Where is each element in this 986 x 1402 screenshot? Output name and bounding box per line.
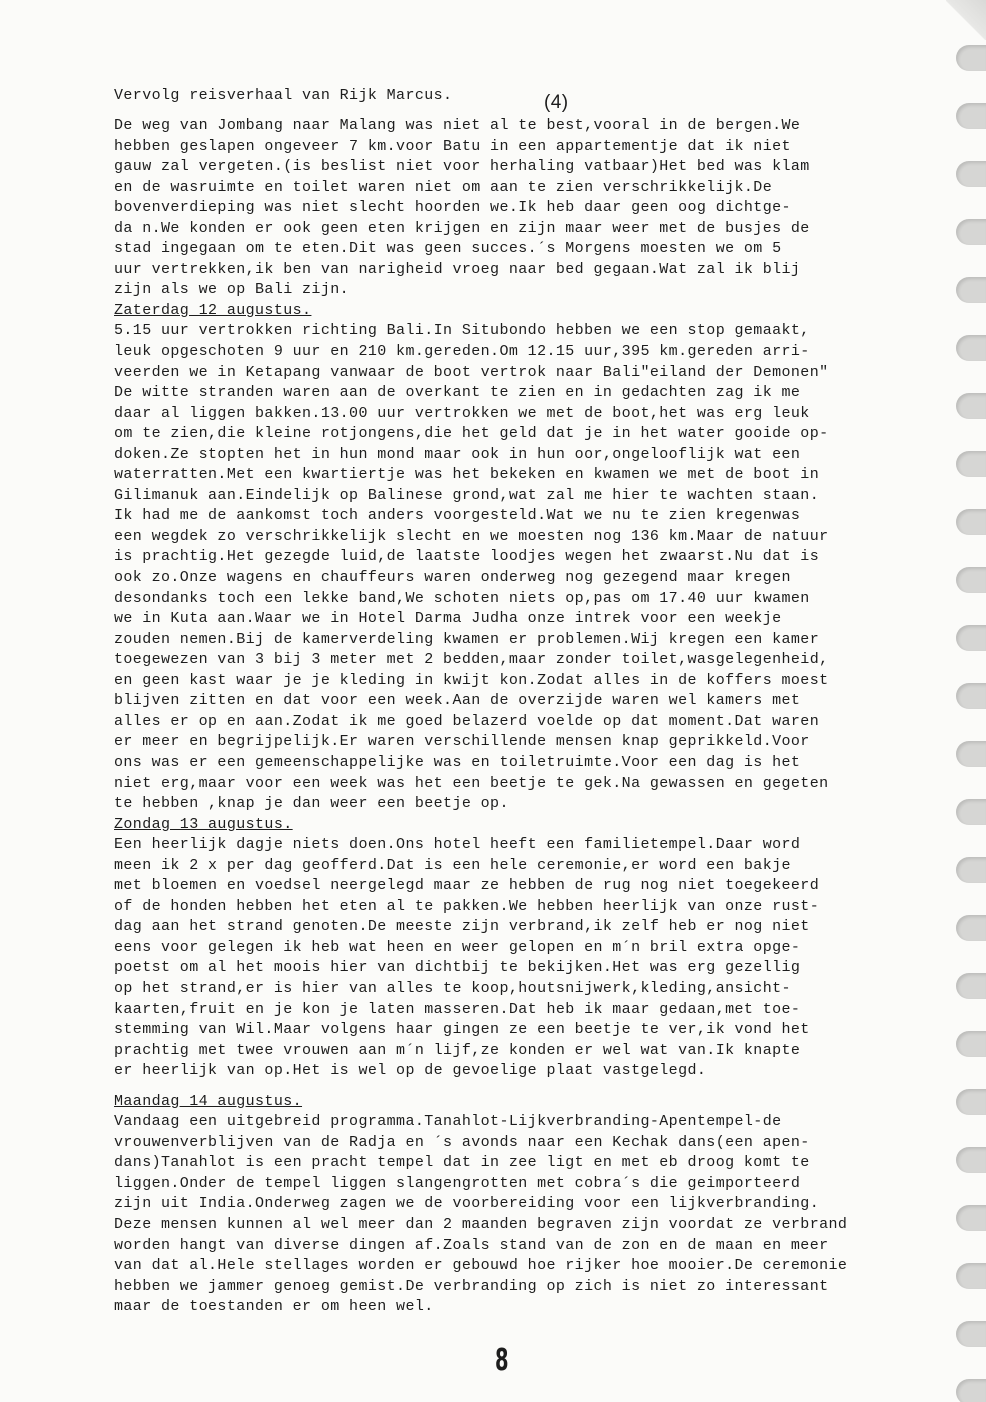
text-line: er meer en begrijpelijk.Er waren verschillende mensen knap geprikkeld.Voor: [114, 733, 810, 751]
text-line: en geen kast waar je je kleding in kwijt kon.Zodat alles in de koffers moest: [114, 671, 829, 689]
text-line: daar al liggen bakken.13.00 uur vertrokken we met de boot,het was erg leuk: [114, 404, 810, 422]
binding-hole: [956, 1089, 986, 1115]
text-line: dag aan het strand genoten.De meeste zijn verbrand,ik zelf heb er nog niet: [114, 918, 810, 936]
text-line: zijn uit India.Onderweg zagen we de voorbereiding voor een lijkverbranding.: [114, 1195, 820, 1213]
text-line: leuk opgeschoten 9 uur en 210 km.gereden.Om 12.15 uur,395 km.gereden arri-: [114, 343, 810, 361]
document-body: [114, 86, 958, 1318]
binding-hole: [956, 567, 986, 593]
text-line: en de wasruimte en toilet waren niet om aan te zien verschrikkelijk.De: [114, 178, 773, 196]
text-line: hebben geslapen ongeveer 7 km.voor Batu in een appartementje dat ik niet: [114, 137, 791, 155]
text-line: alles er op en aan.Zodat ik me goed belazerd voelde op dat moment.Dat waren: [114, 712, 820, 730]
text-line: prachtig met twee vrouwen aan m´n lijf,ze konden er wel wat van.Ik knapte: [114, 1041, 801, 1059]
binding-hole: [956, 161, 986, 187]
binding-hole: [956, 219, 986, 245]
text-line: meen ik 2 x per dag geofferd.Dat is een hele ceremonie,er word een bakje: [114, 856, 791, 874]
text-line: hebben we jammer genoeg gemist.De verbranding op zich is niet zo interessant: [114, 1277, 829, 1295]
text-line: niet erg,maar voor een week was het een beetje te gek.Na gewassen en gegeten: [114, 774, 829, 792]
binding-hole: [956, 741, 986, 767]
text-line: er heerlijk van op.Het is wel op de gevoelige plaat vastgelegd.: [114, 1062, 707, 1080]
text-line: Vandaag een uitgebreid programma.Tanahlot-Lijkverbranding-Apentempel-de: [114, 1113, 782, 1131]
binding-hole: [956, 799, 986, 825]
text-line: maar de toestanden er om heen wel.: [114, 1298, 434, 1316]
text-line: blijven zitten en dat voor een week.Aan de overzijde waren wel kamers met: [114, 692, 801, 710]
text-line: poetst om al het moois hier van dichtbij te bekijken.Het was erg gezellig: [114, 959, 801, 977]
text-line: Deze mensen kunnen al wel meer dan 2 maanden begraven zijn voordat ze verbrand: [114, 1215, 848, 1233]
title-row: [114, 86, 958, 116]
text-line: dans)Tanahlot is een pracht tempel dat in zee ligt en met eb droog komt te: [114, 1154, 810, 1172]
binding-hole: [956, 45, 986, 71]
binding-hole: [956, 277, 986, 303]
binding-hole: [956, 857, 986, 883]
binding-hole: [956, 509, 986, 535]
text-line: ook zo.Onze wagens en chauffeurs waren onderweg nog gezegend maar kregen: [114, 569, 791, 587]
binding-hole: [956, 1263, 986, 1289]
text-line: toegewezen van 3 bij 3 meter met 2 bedden,maar zonder toilet,wasgelegenheid,: [114, 651, 829, 669]
part-number: (4): [544, 92, 569, 113]
binding-hole: [956, 393, 986, 419]
binding-hole: [956, 335, 986, 361]
text-line: worden hangt van diverse dingen af.Zoals stand van de zon en de maan en meer: [114, 1236, 829, 1254]
binding-hole: [956, 1147, 986, 1173]
text-line: De weg van Jombang naar Malang was niet al te best,vooral in de bergen.We: [114, 117, 801, 134]
text-line: zouden nemen.Bij de kamerverdeling kwamen er problemen.Wij kregen een kamer: [114, 630, 820, 648]
text-line: van dat al.Hele stellages worden er gebouwd hoe rijker hoe mooier.De ceremonie: [114, 1257, 848, 1275]
text-line: doken.Ze stopten het in hun mond maar ook in hun oor,ongelooflijk wat een: [114, 445, 801, 463]
text-line: eens voor gelegen ik heb wat heen en weer gelopen en m´n bril extra opge-: [114, 938, 801, 956]
binding-hole: [956, 1379, 986, 1402]
binding-hole: [956, 1205, 986, 1231]
section: [114, 116, 958, 301]
text-line: Ik had me de aankomst toch anders voorgesteld.Wat we nu te zien kregenwas: [114, 507, 801, 525]
text-line: De witte stranden waren aan de overkant te zien en in gedachten zag ik me: [114, 384, 801, 402]
binding-hole: [956, 1321, 986, 1347]
section-heading: Maandag 14 augustus.: [114, 1092, 303, 1110]
binding-hole: [956, 683, 986, 709]
text-line: desondanks toch een lekke band,We schoten niets op,pas om 17.40 uur kwamen: [114, 589, 810, 607]
spacer: [114, 1082, 958, 1092]
text-line: gauw zal vergeten.(is beslist niet voor herhaling vatbaar)Het bed was klam: [114, 158, 810, 176]
text-line: zijn als we op Bali zijn.: [114, 281, 350, 299]
binding-hole: [956, 1031, 986, 1057]
section: [114, 815, 958, 1082]
text-line: vrouwenverblijven van de Radja en ´s avonds naar een Kechak dans(een apen-: [114, 1133, 810, 1151]
text-line: bovenverdieping was niet slecht hoorden we.Ik heb daar geen oog dichtge-: [114, 199, 791, 217]
text-line: stemming van Wil.Maar volgens haar gingen ze een beetje te ver,ik vond het: [114, 1021, 810, 1039]
text-line: op het strand,er is hier van alles te koop,houtsnijwerk,kleding,ansicht-: [114, 979, 791, 997]
binding-hole: [956, 625, 986, 651]
text-line: ons was er een gemeenschappelijke was en toiletruimte.Voor een dag is het: [114, 753, 801, 771]
text-line: liggen.Onder de tempel liggen slangengrotten met cobra´s die geimporteerd: [114, 1174, 801, 1192]
binding-hole: [956, 103, 986, 129]
page-number: 8: [495, 1343, 509, 1378]
text-line: om te zien,die kleine rotjongens,die het geld dat je in het water gooide op-: [114, 425, 829, 443]
section: [114, 1092, 958, 1318]
text-line: of de honden hebben het eten al te pakken.We hebben heerlijk van onze rust-: [114, 897, 820, 915]
binding-hole: [956, 451, 986, 477]
binding-hole: [956, 973, 986, 999]
text-line: Gilimanuk aan.Eindelijk op Balinese grond,wat zal me hier te wachten staan.: [114, 486, 820, 504]
text-line: 5.15 uur vertrokken richting Bali.In Situbondo hebben we een stop gemaakt,: [114, 322, 810, 340]
binding-hole: [956, 915, 986, 941]
text-line: uur vertrekken,ik ben van narigheid vroeg naar bed gegaan.Wat zal ik blij: [114, 260, 801, 278]
document-title: Vervolg reisverhaal van Rijk Marcus.: [114, 87, 453, 104]
text-line: stad ingegaan om te eten.Dit was geen succes.´s Morgens moesten we om 5: [114, 240, 782, 258]
section: [114, 301, 958, 815]
text-line: da n.We konden er ook geen eten krijgen en zijn maar weer met de busjes de: [114, 219, 810, 237]
text-line: met bloemen en voedsel neergelegd maar ze hebben de rug nog niet toegekeerd: [114, 877, 820, 895]
text-line: Een heerlijk dagje niets doen.Ons hotel heeft een familietempel.Daar word: [114, 836, 801, 854]
text-line: waterratten.Met een kwartiertje was het bekeken en kwamen we met de boot in: [114, 466, 820, 484]
text-line: te hebben ,knap je dan weer een beetje op.: [114, 795, 509, 813]
text-line: is prachtig.Het gezegde luid,de laatste loodjes wegen het zwaarst.Nu dat is: [114, 548, 820, 566]
sections: [114, 116, 958, 1318]
text-line: kaarten,fruit en je kon je laten masseren.Dat heb ik maar gedaan,met toe-: [114, 1000, 801, 1018]
section-heading: Zaterdag 12 augustus.: [114, 301, 312, 319]
text-line: een wegdek zo verschrikkelijk slecht en we moesten nog 136 km.Maar de natuur: [114, 527, 829, 545]
text-line: veerden we in Ketapang vanwaar de boot vertrok naar Bali"eiland der Demonen": [114, 363, 829, 381]
section-heading: Zondag 13 augustus.: [114, 815, 293, 833]
text-line: we in Kuta aan.Waar we in Hotel Darma Judha onze intrek voor een weekje: [114, 610, 782, 628]
